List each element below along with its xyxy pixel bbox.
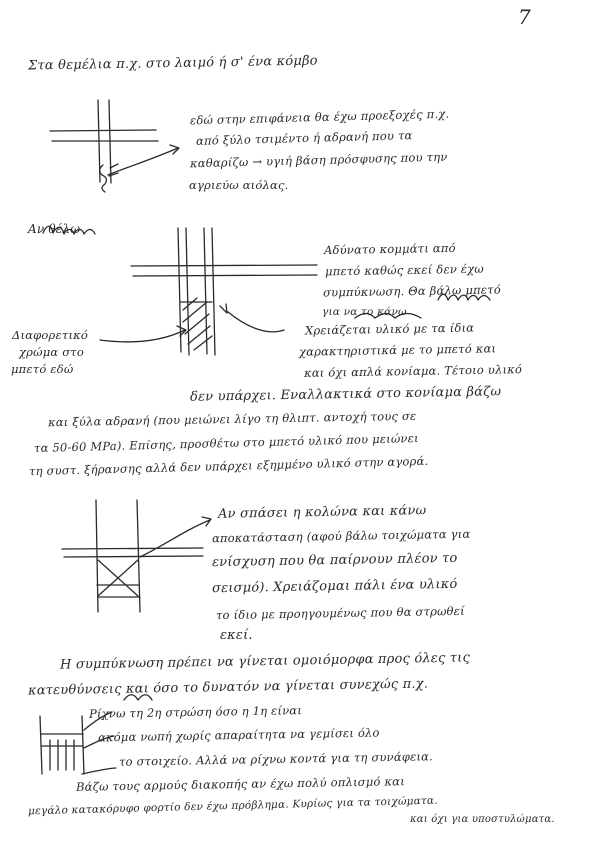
- text-line-19: ενίσχυση που θα παίρνουν πλέον το: [211, 550, 458, 571]
- text-line-27: το στοιχείο. Αλλά να ρίχνω κοντά για τη συνάφεια.: [118, 749, 434, 769]
- text-line-16: τη συστ. ξήρανσης αλλά δεν υπάρχει εξημμένο υλικό στην αγορά.: [28, 453, 429, 479]
- text-line-3: από ξύλο τσιμέντο ή αδρανή που τα: [195, 128, 413, 148]
- text-line-22: εκεί.: [220, 628, 253, 643]
- text-line-9: για να το κάνω: [322, 306, 407, 318]
- text-line-25: Ρίχνω τη 2η στρώση όσο η 1η είναι: [88, 703, 303, 721]
- side-note-line-1: Διαφορετικό: [12, 328, 89, 342]
- text-line-15: τα 50-60 MPa). Επίσης, προσθέτω στο μπετό υλικό που μειώνει: [33, 430, 419, 456]
- text-line-5: αγριεύω αιόλας.: [189, 178, 289, 192]
- text-line-17: Αν σπάσει η κολώνα και κάνω: [217, 503, 427, 522]
- side-note-line-2: χρώμα στο: [19, 345, 84, 359]
- heading-if-want: Αν θέλω: [28, 222, 81, 236]
- side-note-line-3: μπετό εδώ: [11, 362, 74, 376]
- text-line-20: σεισμό). Χρειάζομαι πάλι ένα υλικό: [211, 576, 458, 597]
- sketch-column-repair: [100, 228, 317, 355]
- text-line-28: Βάζω τους αρμούς διακοπής αν έχω πολύ οπλισμό και: [75, 774, 405, 794]
- text-line-1: Στα θεμέλια π.χ. στο λαιμό ή σ' ένα κόμβο: [27, 53, 318, 74]
- text-line-24: κατευθύνσεις και όσο το δυνατόν να γίνεται συνεχώς π.χ.: [27, 676, 429, 699]
- text-line-18: αποκατάσταση (αφού βάλω τοιχώματα για: [211, 526, 471, 546]
- text-line-21: το ίδιο με προηγουμένως που θα στρωθεί: [215, 603, 465, 623]
- text-line-7: μπετό καθώς εκεί δεν έχω: [324, 261, 485, 279]
- text-line-29: μεγάλο κατακόρυφο φορτίο δεν έχω πρόβλημα. Κυρίως για τα τοιχώματα.: [27, 794, 438, 818]
- text-line-8: συμπύκνωση. Θα βάλω μπετό: [322, 282, 502, 300]
- text-line-13: δεν υπάρχει. Εναλλακτικά στο κονίαμα βάζω: [189, 384, 502, 405]
- text-line-12: και όχι απλά κονίαμα. Τέτοιο υλικό: [303, 362, 523, 380]
- text-line-14: και ξύλα αδρανή (που μειώνει λίγο τη θλιπτ. αντοχή τους σε: [47, 408, 417, 430]
- page-number: 7: [518, 5, 531, 29]
- text-line-2: εδώ στην επιφάνεια θα έχω προεξοχές π.χ.: [189, 106, 450, 128]
- text-line-11: χαρακτηριστικά με το μπετό και: [298, 341, 497, 359]
- sketch-column-walls: [62, 500, 211, 612]
- text-line-6: Αδύνατο κομμάτι από: [323, 240, 456, 258]
- text-line-4: καθαρίζω → υγιή βάση πρόσφυσης που την: [189, 149, 448, 171]
- text-line-10: Χρειάζεται υλικό με τα ίδια: [304, 320, 475, 338]
- sketch-joint-surface: [50, 100, 179, 192]
- text-line-26: ακόμα νωπή χωρίς απαραίτητα να γεμίσει όλο: [97, 725, 380, 745]
- text-line-30: και όχι για υποστυλώματα.: [410, 814, 555, 825]
- text-line-23: Η συμπύκνωση πρέπει να γίνεται ομοιόμορφα προς όλες τις: [59, 650, 471, 673]
